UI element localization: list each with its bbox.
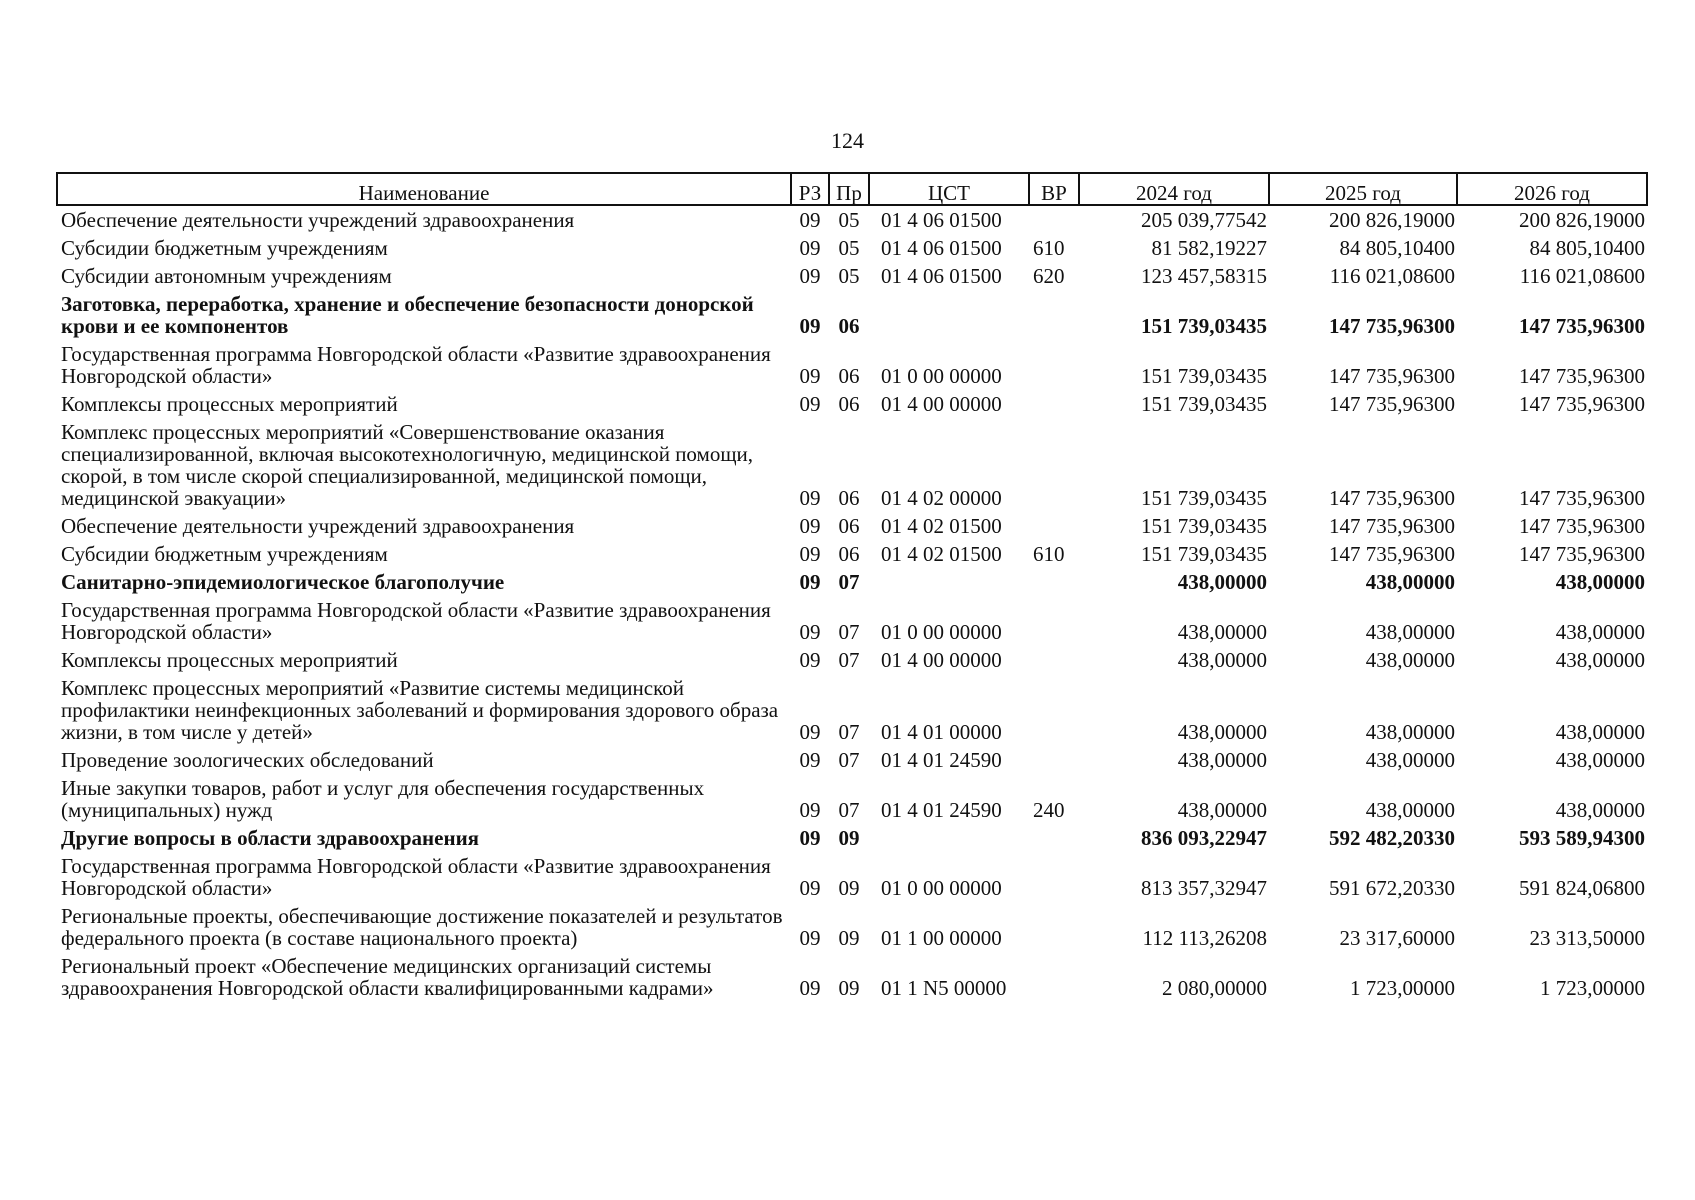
row-vr: 240: [1033, 798, 1065, 822]
row-value-2026: 1 723,00000: [1540, 976, 1645, 1000]
row-value-2026: 147 735,96300: [1519, 392, 1645, 416]
row-rz: 09: [799, 748, 821, 772]
header-name: Наименование: [57, 173, 791, 205]
row-value-2026: 116 021,08600: [1519, 264, 1645, 288]
row-value-2025: 438,00000: [1365, 570, 1455, 594]
row-name: Региональный проект «Обеспечение медицинских организаций системы здравоохранения Новгородской области квалифицированными кадрами»: [61, 954, 714, 1000]
row-pr: 06: [838, 514, 860, 538]
row-pr: 09: [838, 826, 860, 850]
row-vr: 610: [1033, 236, 1065, 260]
row-rz: 09: [799, 570, 821, 594]
row-name: Обеспечение деятельности учреждений здравоохранения: [61, 514, 575, 538]
table-body: [57, 205, 1647, 1002]
row-value-2024: 151 739,03435: [1141, 392, 1267, 416]
row-name: Субсидии бюджетным учреждениям: [61, 236, 388, 260]
row-cst: 01 0 00 00000: [881, 876, 1002, 900]
table-row: [57, 205, 1647, 234]
row-rz: 09: [799, 392, 821, 416]
row-value-2024: 836 093,22947: [1141, 826, 1267, 850]
row-value-2024: 151 739,03435: [1141, 542, 1267, 566]
row-value-2026: 438,00000: [1555, 620, 1645, 644]
row-value-2026: 147 735,96300: [1519, 364, 1645, 388]
budget-table: [56, 172, 1648, 1002]
row-value-2026: 23 313,50000: [1529, 926, 1645, 950]
row-value-2024: 438,00000: [1177, 648, 1267, 672]
row-rz: 09: [799, 542, 821, 566]
table-row: [57, 952, 1647, 1002]
table-row: [57, 746, 1647, 774]
row-name: Региональные проекты, обеспечивающие достижение показателей и результатов федерального проекта (в составе национального проекта): [61, 904, 783, 950]
row-vr: [1029, 596, 1079, 646]
row-vr: [1029, 340, 1079, 390]
row-value-2026: 147 735,96300: [1519, 314, 1645, 338]
row-pr: 07: [838, 748, 860, 772]
row-vr: [1029, 512, 1079, 540]
row-value-2025: 147 735,96300: [1329, 542, 1455, 566]
row-value-2024: 81 582,19227: [1151, 236, 1267, 260]
row-pr: 07: [838, 720, 860, 744]
header-pr: Пр: [829, 173, 869, 205]
row-value-2024: 2 080,00000: [1162, 976, 1267, 1000]
table-row: [57, 262, 1647, 290]
row-value-2025: 84 805,10400: [1339, 236, 1455, 260]
row-rz: 09: [799, 236, 821, 260]
table-row: [57, 774, 1647, 824]
row-name: Обеспечение деятельности учреждений здравоохранения: [61, 208, 575, 232]
row-cst: 01 0 00 00000: [881, 620, 1002, 644]
row-value-2025: 147 735,96300: [1329, 364, 1455, 388]
row-rz: 09: [799, 314, 821, 338]
row-vr: [1029, 390, 1079, 418]
header-cst: ЦСТ: [869, 173, 1029, 205]
header-row: [57, 173, 1647, 205]
row-pr: 06: [838, 314, 860, 338]
row-rz: 09: [799, 620, 821, 644]
row-rz: 09: [799, 826, 821, 850]
row-pr: 05: [838, 236, 860, 260]
table-row: [57, 512, 1647, 540]
row-cst: 01 4 06 01500: [881, 264, 1002, 288]
row-vr: [1029, 902, 1079, 952]
row-cst: [869, 568, 1029, 596]
row-name: Комплекс процессных мероприятий «Развитие системы медицинской профилактики неинфекционных заболеваний и формирования здорового образа жизни, в том числе у детей»: [61, 676, 779, 744]
row-name: Другие вопросы в области здравоохранения: [61, 826, 480, 850]
row-pr: 06: [838, 364, 860, 388]
row-name: Заготовка, переработка, хранение и обеспечение безопасности донорской крови и ее компонентов: [61, 292, 754, 338]
row-value-2025: 438,00000: [1365, 648, 1455, 672]
table-row: [57, 540, 1647, 568]
row-rz: 09: [799, 486, 821, 510]
table-row: [57, 290, 1647, 340]
row-value-2025: 438,00000: [1365, 720, 1455, 744]
row-name: Иные закупки товаров, работ и услуг для обеспечения государственных (муниципальных) нужд: [61, 776, 705, 822]
row-value-2026: 591 824,06800: [1519, 876, 1645, 900]
row-vr: [1029, 746, 1079, 774]
row-pr: 07: [838, 620, 860, 644]
row-cst: 01 4 02 00000: [881, 486, 1002, 510]
header-2026: 2026 год: [1457, 173, 1647, 205]
row-pr: 07: [838, 798, 860, 822]
row-name: Государственная программа Новгородской области «Развитие здравоохранения Новгородской области»: [61, 598, 771, 644]
row-cst: 01 4 06 01500: [881, 236, 1002, 260]
row-value-2026: 438,00000: [1555, 720, 1645, 744]
row-rz: 09: [799, 264, 821, 288]
row-rz: 09: [799, 208, 821, 232]
row-vr: [1029, 646, 1079, 674]
table-row: [57, 568, 1647, 596]
row-name: Проведение зоологических обследований: [61, 748, 434, 772]
table-row: [57, 824, 1647, 852]
page-number: 124: [831, 128, 864, 153]
row-value-2026: 593 589,94300: [1519, 826, 1645, 850]
header-rz: РЗ: [791, 173, 829, 205]
row-name: Комплексы процессных мероприятий: [61, 392, 398, 416]
row-name: Субсидии автономным учреждениям: [61, 264, 392, 288]
row-value-2026: 200 826,19000: [1519, 208, 1645, 232]
row-pr: 06: [838, 542, 860, 566]
row-pr: 09: [838, 976, 860, 1000]
row-value-2026: 438,00000: [1555, 570, 1645, 594]
table-row: [57, 340, 1647, 390]
row-cst: 01 1 N5 00000: [881, 976, 1007, 1000]
row-rz: 09: [799, 648, 821, 672]
row-name: Комплекс процессных мероприятий «Совершенствование оказания специализированной, включая высокотехнологичную, медицинской помощи, скорой, в том числе скорой специализированной, медицинской помощи, медицинской эвакуации»: [61, 420, 753, 510]
row-value-2025: 591 672,20330: [1329, 876, 1455, 900]
header-vr: ВР: [1029, 173, 1079, 205]
row-value-2024: 813 357,32947: [1141, 876, 1267, 900]
row-value-2024: 438,00000: [1177, 570, 1267, 594]
table-row: [57, 902, 1647, 952]
row-cst: 01 4 02 01500: [881, 542, 1002, 566]
row-rz: 09: [799, 798, 821, 822]
row-rz: 09: [799, 876, 821, 900]
row-rz: 09: [799, 926, 821, 950]
row-rz: 09: [799, 364, 821, 388]
row-name: Санитарно-эпидемиологическое благополучие: [61, 570, 505, 594]
row-cst: 01 4 00 00000: [881, 392, 1002, 416]
row-value-2026: 438,00000: [1555, 648, 1645, 672]
row-value-2026: 147 735,96300: [1519, 486, 1645, 510]
row-value-2024: 123 457,58315: [1141, 264, 1267, 288]
row-value-2025: 147 735,96300: [1329, 486, 1455, 510]
row-vr: [1029, 418, 1079, 512]
row-rz: 09: [799, 976, 821, 1000]
row-pr: 05: [838, 264, 860, 288]
row-value-2024: 438,00000: [1177, 798, 1267, 822]
row-value-2025: 438,00000: [1365, 748, 1455, 772]
row-cst: 01 4 01 24590: [881, 748, 1002, 772]
row-pr: 06: [838, 392, 860, 416]
row-pr: 07: [838, 648, 860, 672]
row-value-2025: 116 021,08600: [1329, 264, 1455, 288]
row-value-2025: 147 735,96300: [1329, 514, 1455, 538]
row-pr: 09: [838, 876, 860, 900]
row-cst: [869, 824, 1029, 852]
row-vr: [1029, 952, 1079, 1002]
row-pr: 09: [838, 926, 860, 950]
row-vr: [1029, 568, 1079, 596]
row-pr: 05: [838, 208, 860, 232]
row-vr: [1029, 674, 1079, 746]
header-2024: 2024 год: [1079, 173, 1269, 205]
row-value-2025: 438,00000: [1365, 620, 1455, 644]
table-row: [57, 646, 1647, 674]
table-row: [57, 418, 1647, 512]
row-value-2025: 147 735,96300: [1329, 392, 1455, 416]
row-cst: 01 4 06 01500: [881, 208, 1002, 232]
row-value-2026: 147 735,96300: [1519, 514, 1645, 538]
row-value-2024: 151 739,03435: [1141, 514, 1267, 538]
row-rz: 09: [799, 514, 821, 538]
row-value-2024: 438,00000: [1177, 748, 1267, 772]
row-vr: 610: [1033, 542, 1065, 566]
row-value-2026: 147 735,96300: [1519, 542, 1645, 566]
row-value-2026: 438,00000: [1555, 748, 1645, 772]
row-vr: [1029, 824, 1079, 852]
row-cst: 01 4 01 00000: [881, 720, 1002, 744]
row-cst: [869, 290, 1029, 340]
row-name: Государственная программа Новгородской области «Развитие здравоохранения Новгородской области»: [61, 342, 771, 388]
row-value-2025: 438,00000: [1365, 798, 1455, 822]
row-name: Комплексы процессных мероприятий: [61, 648, 398, 672]
row-name: Государственная программа Новгородской области «Развитие здравоохранения Новгородской области»: [61, 854, 771, 900]
row-cst: 01 4 02 01500: [881, 514, 1002, 538]
row-vr: [1029, 205, 1079, 234]
row-value-2024: 151 739,03435: [1141, 486, 1267, 510]
row-cst: 01 4 00 00000: [881, 648, 1002, 672]
row-value-2024: 438,00000: [1177, 720, 1267, 744]
table-header: [57, 173, 1647, 205]
table-row: [57, 674, 1647, 746]
header-2025: 2025 год: [1269, 173, 1457, 205]
budget-table-container: [56, 172, 1646, 1002]
row-value-2024: 112 113,26208: [1142, 926, 1267, 950]
row-vr: [1029, 290, 1079, 340]
table-row: [57, 390, 1647, 418]
row-pr: 06: [838, 486, 860, 510]
row-rz: 09: [799, 720, 821, 744]
row-value-2025: 1 723,00000: [1350, 976, 1455, 1000]
row-cst: 01 1 00 00000: [881, 926, 1002, 950]
row-cst: 01 4 01 24590: [881, 798, 1002, 822]
row-value-2025: 200 826,19000: [1329, 208, 1455, 232]
row-value-2026: 438,00000: [1555, 798, 1645, 822]
row-value-2025: 147 735,96300: [1329, 314, 1455, 338]
table-row: [57, 596, 1647, 646]
row-vr: [1029, 852, 1079, 902]
table-row: [57, 234, 1647, 262]
row-value-2026: 84 805,10400: [1529, 236, 1645, 260]
row-value-2025: 592 482,20330: [1329, 826, 1455, 850]
row-value-2025: 23 317,60000: [1339, 926, 1455, 950]
row-value-2024: 438,00000: [1177, 620, 1267, 644]
row-value-2024: 151 739,03435: [1141, 364, 1267, 388]
row-value-2024: 205 039,77542: [1141, 208, 1267, 232]
table-row: [57, 852, 1647, 902]
row-pr: 07: [838, 570, 860, 594]
row-cst: 01 0 00 00000: [881, 364, 1002, 388]
row-value-2024: 151 739,03435: [1141, 314, 1267, 338]
row-name: Субсидии бюджетным учреждениям: [61, 542, 388, 566]
row-vr: 620: [1033, 264, 1065, 288]
